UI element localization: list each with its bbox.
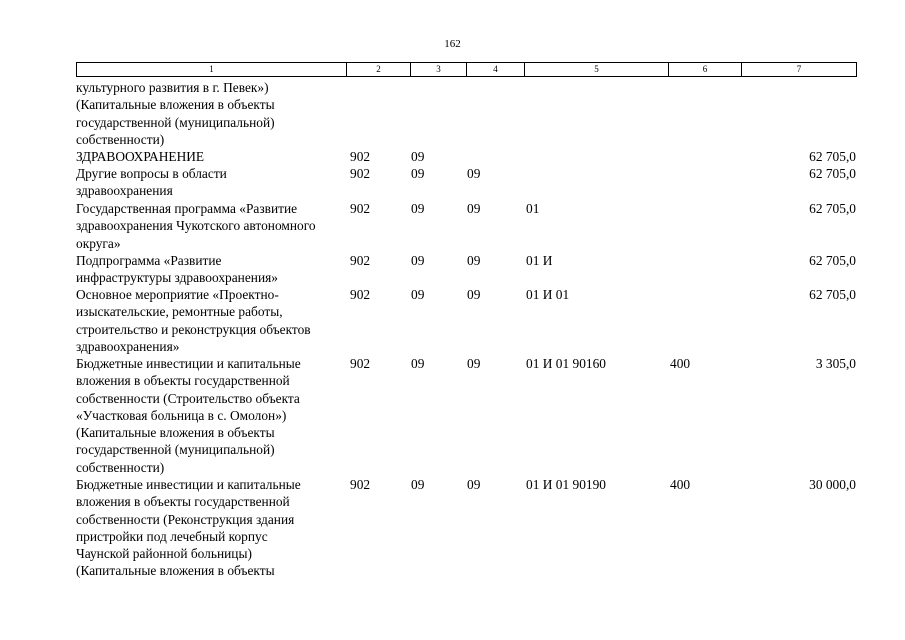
row-code-section: 09 <box>411 287 425 302</box>
row-code-ministry: 902 <box>350 356 371 371</box>
row-code-section: 09 <box>411 149 425 164</box>
header-col-7: 7 <box>742 63 857 77</box>
row-code-ministry: 902 <box>350 287 371 302</box>
header-row <box>77 63 857 77</box>
row-code-section: 09 <box>411 166 425 181</box>
row-code-ministry: 902 <box>350 149 371 164</box>
row-code-subsection: 09 <box>467 477 481 492</box>
row-amount: 62 705,0 <box>809 201 856 216</box>
row-code-expense-type: 400 <box>670 356 691 371</box>
row-code-ministry: 902 <box>350 477 371 492</box>
row-name: Бюджетные инвестиции и капитальные вложения в объекты государственной собственности (Строительство объекта «Участковая больница в с. Омолон») (Капитальные вложения в объекты государственной (муниципальной) собственности) <box>76 356 301 475</box>
row-code-target: 01 И <box>526 253 553 268</box>
row-code-section: 09 <box>411 253 425 268</box>
row-amount: 30 000,0 <box>809 477 856 492</box>
row-code-target: 01 И 01 <box>526 287 570 302</box>
row-code-target: 01 И 01 90160 <box>526 356 606 371</box>
row-code-subsection: 09 <box>467 356 481 371</box>
row-code-target: 01 И 01 90190 <box>526 477 606 492</box>
row-code-section: 09 <box>411 356 425 371</box>
row-name: ЗДРАВООХРАНЕНИЕ <box>76 149 205 164</box>
row-amount: 62 705,0 <box>809 149 856 164</box>
row-name: Бюджетные инвестиции и капитальные вложения в объекты государственной собственности (Реконструкция здания пристройки под лечебный корпус Чаунской районной больницы) (Капитальные вложения в объекты <box>76 477 301 579</box>
row-code-target: 01 <box>526 201 540 216</box>
row-name: культурного развития в г. Певек») (Капитальные вложения в объекты государственной (муниципальной) собственности) <box>76 80 275 147</box>
row-code-ministry: 902 <box>350 253 371 268</box>
header-col-6: 6 <box>669 63 742 77</box>
row-code-section: 09 <box>411 201 425 216</box>
row-amount: 62 705,0 <box>809 253 856 268</box>
row-amount: 62 705,0 <box>809 287 856 302</box>
row-code-ministry: 902 <box>350 166 371 181</box>
row-name: Другие вопросы в области здравоохранения <box>76 166 227 199</box>
row-name: Основное мероприятие «Проектно- изыскательские, ремонтные работы, строительство и реконструкция объектов здравоохранения» <box>76 287 311 354</box>
page-number: 162 <box>444 38 461 50</box>
header-col-1: 1 <box>77 63 347 77</box>
row-code-subsection: 09 <box>467 287 481 302</box>
header-col-5: 5 <box>525 63 669 77</box>
row-name: Государственная программа «Развитие здравоохранения Чукотского автономного округа» <box>76 201 316 251</box>
row-amount: 3 305,0 <box>815 356 856 371</box>
row-code-ministry: 902 <box>350 201 371 216</box>
row-code-subsection: 09 <box>467 166 481 181</box>
row-code-subsection: 09 <box>467 201 481 216</box>
header-col-3: 3 <box>411 63 467 77</box>
row-amount: 62 705,0 <box>809 166 856 181</box>
column-number-header <box>76 62 857 77</box>
row-code-subsection: 09 <box>467 253 481 268</box>
row-code-expense-type: 400 <box>670 477 691 492</box>
row-name: Подпрограмма «Развитие инфраструктуры здравоохранения» <box>76 253 278 286</box>
header-col-2: 2 <box>347 63 411 77</box>
row-code-section: 09 <box>411 477 425 492</box>
header-col-4: 4 <box>467 63 525 77</box>
